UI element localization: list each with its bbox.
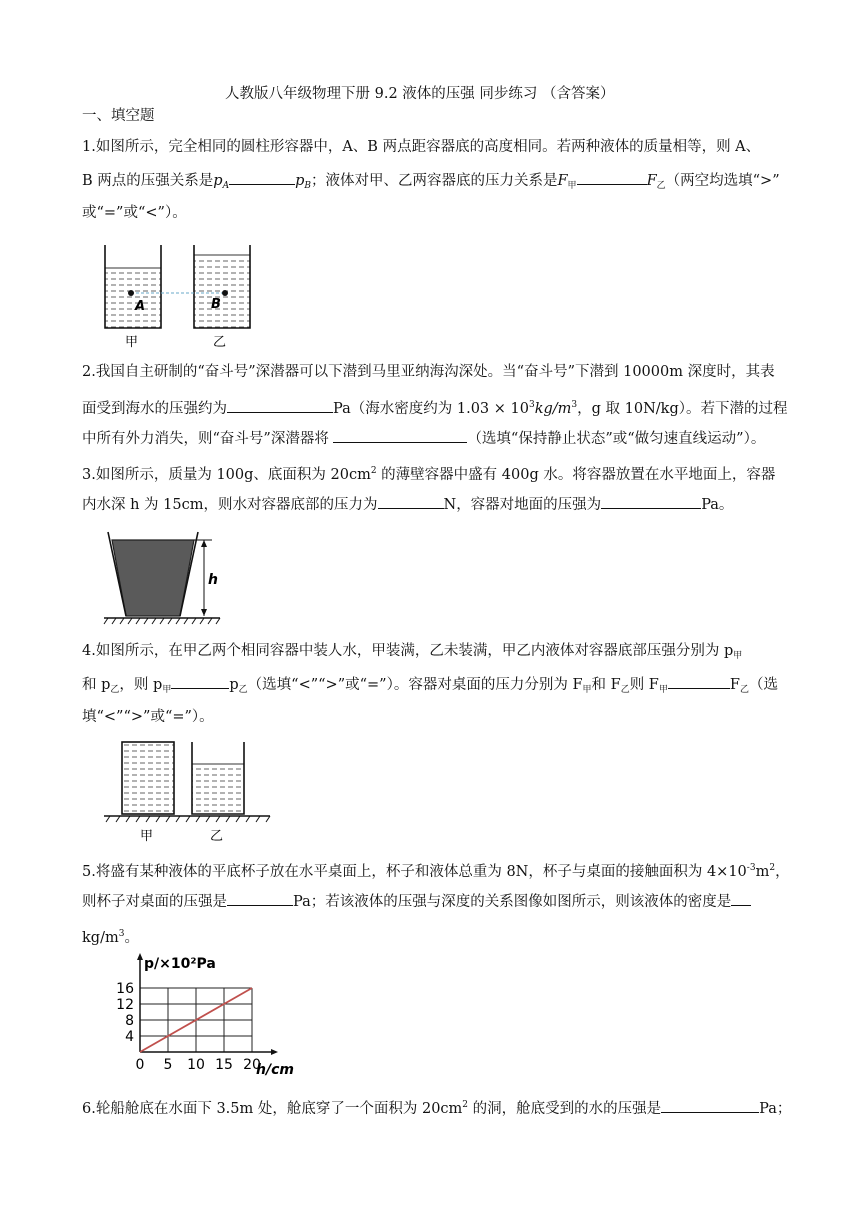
q5-blank-2[interactable] [731,891,751,906]
q2-line-2: 面受到海水的压强约为 Pa（海水密度约为 $1.03 \times 10^3kg/m^3$，g 取 10N/kg）。若下潜的过程 [82,400,788,417]
q4-line-2: 和 $p_乙$，则 $p_甲$ $p_乙$（选填“<”“>”或“=”）。容器对桌面的压力分别为 $F_甲$和 $F_乙$则 $F_甲$ $F_乙$（选 [82,674,778,700]
q2-line-1: 2.我国自主研制的“奋斗号”深潜器可以下潜到马里亚纳海沟深处。当“奋斗号”下潜到 10000m 深度时，其表 [82,364,775,380]
q4-blank-2[interactable] [668,674,730,689]
caption-yi: 乙 [210,829,224,844]
q1-blank-1[interactable] [229,170,295,185]
q4-blank-1[interactable] [171,674,229,689]
q3-figure [100,528,235,628]
q5-line-3: $kg/m^3$。 [82,929,139,946]
label-h: h [208,572,218,588]
label-a: A [135,299,146,314]
q1-figure [95,240,270,350]
q3-blank-2[interactable] [601,494,701,509]
q6-line-1: 6.轮船舱底在水面下 3.5m 处，舱底穿了一个面积为 $20cm^2$ 的洞，舱底受到的水的压强是 Pa； [82,1100,792,1117]
x-tick-label: 5 [163,1057,173,1073]
q4-line-1: 4.如图所示，在甲乙两个相同容器中装人水，甲装满，乙未装满，甲乙内液体对容器底部压强分别为 $p_甲$ [82,643,743,661]
q5-blank-1[interactable] [227,891,293,906]
q2-blank-1[interactable] [227,398,333,413]
q1-line-1: 1.如图所示，完全相同的圆柱形容器中，A、B 两点距容器底的高度相同。若两种液体的质量相等，则 A、 [82,139,761,155]
point-a [128,290,134,296]
q5-line-2: 则杯子对桌面的压强是 Pa；若该液体的压强与深度的关系图像如图所示，则该液体的密度是 [82,891,751,912]
caption-jia: 甲 [140,829,154,844]
x-tick-label: 0 [135,1057,145,1073]
y-tick-label: 4 [125,1029,134,1045]
q3-line-1: 3.如图所示，质量为 100g、底面积为 $20cm^2$ 的薄壁容器中盛有 400g 水。将容器放置在水平地面上，容器 [82,466,776,483]
document-title: 人教版八年级物理下册 9.2 液体的压强 同步练习 （含答案） [225,86,615,102]
y-axis-label: p/×10²Pa [144,956,216,972]
section-heading: 一、填空题 [82,108,155,124]
q2-blank-2[interactable] [333,428,467,443]
x-axis-label: h/cm [256,1062,294,1078]
q5-line-1: 5.将盛有某种液体的平底杯子放在水平桌面上，杯子和液体总重为 8N，杯子与桌面的接触面积为 $4\times 10^{-3}m^2$， [82,863,790,880]
q4-figure [100,736,280,846]
q4-line-3: 填“<”“>”或“=”）。 [82,709,214,725]
x-tick-label: 15 [215,1057,233,1073]
y-tick-label: 12 [116,997,134,1013]
x-tick-label: 10 [187,1057,205,1073]
q1-line-2: B 两点的压强关系是$p_A$ $p_B$；液体对甲、乙两容器底的压力关系是$F_甲$ $F_乙$（两空均选填“>” [82,170,780,196]
x-axis-arrow [271,1049,278,1055]
q2-line-3: 中所有外力消失，则“奋斗号”深潜器将 （选填“保持静止状态”或“做匀速直线运动”）。 [82,428,765,449]
caption-jia: 甲 [125,335,139,350]
x-tick-label: 20 [243,1057,261,1073]
q1-blank-2[interactable] [577,170,647,185]
q3-line-2: 内水深 h 为 15cm，则水对容器底部的压力为 N，容器对地面的压强为 Pa。 [82,494,733,515]
point-b [222,290,228,296]
y-tick-label: 16 [116,981,134,997]
q3-blank-1[interactable] [378,494,444,509]
y-tick-label: 8 [125,1013,134,1029]
caption-yi: 乙 [213,335,227,350]
q6-blank-1[interactable] [661,1098,759,1113]
y-axis-arrow [137,953,143,960]
q1-line-3: 或“=”或“<”）。 [82,205,187,221]
pressure-depth-chart [95,952,294,1084]
label-b: B [211,297,221,312]
